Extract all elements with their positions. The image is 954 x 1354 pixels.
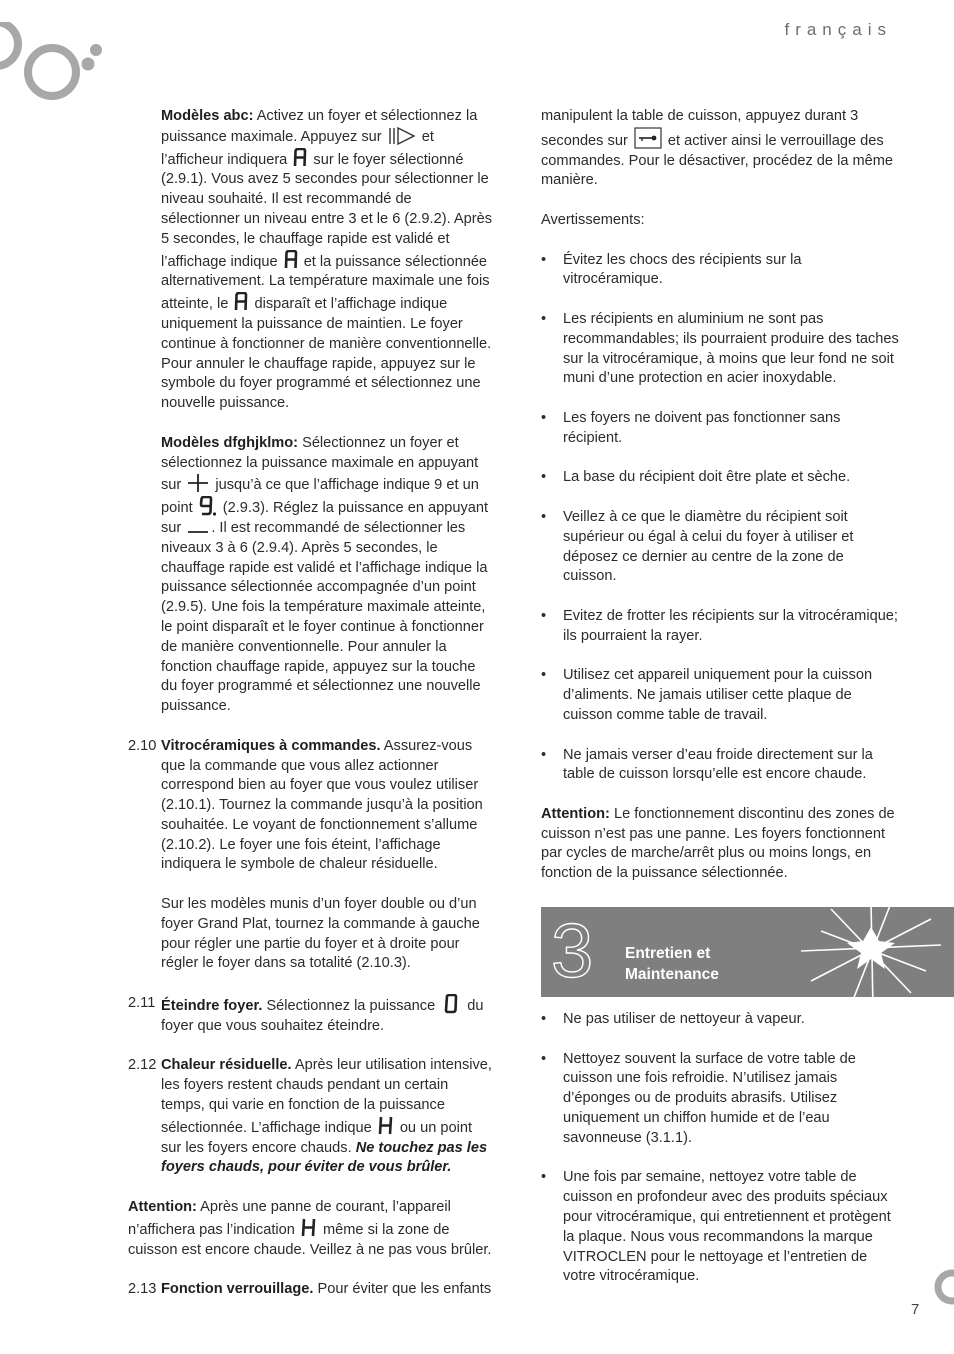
lock-continuation <box>541 107 901 191</box>
bullet: • <box>541 310 547 327</box>
language-label: français <box>784 20 892 39</box>
text: et activer ainsi le verrouillage des commandes. Pour le désactiver, procédez de la même manière. <box>541 132 894 189</box>
section-heading: Chaleur résiduelle. <box>161 1057 292 1074</box>
list-item <box>541 1168 901 1287</box>
text: Utilisez cet appareil uniquement pour la cuisson d’aliments. Ne jamais utiliser cette plaque de cuisson comme table de travail. <box>563 667 873 723</box>
boost-play-icon <box>388 127 416 145</box>
text: Assurez-vous que la commande que vous allez actionner correspond bien au foyer que vous voulez utiliser (2.10.1). Tournez la commande jusqu’à la position souhaitée. Le voyant de fonctionnement s’allume (2.10.2). Le foyer une fois éteint, l’affichage indiquera le symbole de chaleur résiduelle. <box>161 737 483 873</box>
list-item <box>541 310 901 389</box>
text: Ne jamais verser d’eau froide directement sur la table de cuisson lorsqu’elle est encore chaude. <box>563 746 873 783</box>
section-2-12 <box>128 1056 492 1178</box>
display-9-dot-icon <box>199 496 217 516</box>
attention-power-failure <box>128 1198 492 1260</box>
text: . Il est recommandé de sélectionner les niveaux 3 à 6 (2.9.4). Après 5 secondes, le chauffage rapide est validé et l’affichage indique la puissance sélectionnée accompagnée d’un point (2.9.5). Une fois la température maximale atteinte, le point disparaît et le foyer continue à fonctionner de manière conventionnelle. Pour annuler la fonction chauffage rapide, appuyez sur la touche du foyer programmé et sélectionnez une nouvelle puissance. <box>161 519 488 715</box>
warnings-list <box>541 251 901 786</box>
page-number: 7 <box>911 1301 920 1318</box>
list-item <box>541 1050 901 1149</box>
bullet: • <box>541 607 547 624</box>
bullet: • <box>541 1011 547 1028</box>
left-column <box>128 107 492 1320</box>
list-item <box>541 508 901 587</box>
section-3-title <box>625 943 745 985</box>
models-dfghjklmo-lead: Modèles dfghjklmo: <box>161 434 299 451</box>
right-column <box>541 107 901 1307</box>
list-item <box>541 607 901 647</box>
title-line: Maintenance <box>625 966 719 984</box>
list-item <box>541 251 901 291</box>
attention-lead: Attention: <box>128 1199 197 1216</box>
display-a-icon <box>234 292 248 312</box>
models-abc-lead: Modèles abc: <box>161 108 254 124</box>
text: Évitez les chocs des récipients sur la vitrocéramique. <box>563 251 802 288</box>
bullet: • <box>541 667 547 684</box>
text: Ne pas utiliser de nettoyeur à vapeur. <box>563 1011 805 1028</box>
brand-circles-logo <box>0 22 110 106</box>
plus-icon <box>187 473 209 493</box>
section-number: 2.13 <box>128 1281 157 1298</box>
text: Sélectionnez un foyer et sélectionnez la puissance maximale en appuyant sur <box>161 434 479 494</box>
section-2-10-paragraph-2: Sur les modèles munis d’un foyer double ou d’un foyer Grand Plat, tournez la commande à gauche pour régler une partie du foyer et à droite pour régler le foyer dans sa totalité (2.10.3). <box>161 896 480 972</box>
section-3-number: 3 <box>551 909 594 995</box>
text: La base du récipient doit être plate et sèche. <box>563 469 851 486</box>
bullet: • <box>541 1169 547 1186</box>
warning-emphasis: Ne touchez pas les foyers chauds, pour éviter de vous brûler. <box>161 1139 488 1176</box>
attention-lead: Attention: <box>541 805 610 822</box>
text: Evitez de frotter les récipients sur la vitrocéramique; ils pourraient la rayer. <box>563 607 898 644</box>
list-item <box>541 409 901 449</box>
text: Les foyers ne doivent pas fonctionner sans récipient. <box>563 409 841 446</box>
sparkle-star-icon <box>791 907 951 997</box>
text: Le fonctionnement discontinu des zones de cuisson n’est pas une panne. Les foyers fonctionnent par cycles de marche/arrêt plus ou moins longs, en fonction de la puissance sélectionnée. <box>541 805 895 882</box>
paragraph-models-dfghjklmo <box>161 434 492 717</box>
bullet: • <box>541 251 547 268</box>
list-item <box>541 1010 901 1030</box>
bullet: • <box>541 508 547 525</box>
section-3-banner <box>541 907 954 997</box>
text: Une fois par semaine, nettoyez votre table de cuisson en profondeur avec des produits spéciaux pour vitrocéramique, qui entretiennent et protègent la plaque. Nous vous recommandons la marque VITROCLEN pour le nettoyage et l’entretien de votre vitrocéramique. <box>563 1169 891 1285</box>
display-0-icon <box>441 994 461 1014</box>
bullet: • <box>541 746 547 763</box>
section-number: 2.10 <box>128 737 157 754</box>
text: du foyer que vous souhaitez éteindre. <box>161 998 484 1034</box>
title-line: Entretien et <box>625 945 711 963</box>
attention-cycles <box>541 805 901 884</box>
bullet: • <box>541 469 547 486</box>
list-item <box>541 746 901 786</box>
list-item <box>541 666 901 725</box>
warnings-title: Avertissements: <box>541 211 645 228</box>
text: manipulent la table de cuisson, appuyez durant 3 secondes sur <box>541 108 859 149</box>
text: et l’afficheur indiquera <box>161 128 434 168</box>
bullet: • <box>541 1050 547 1067</box>
bullet: • <box>541 409 547 426</box>
section-2-13 <box>128 1280 492 1300</box>
text: Sélectionnez la puissance <box>262 998 440 1015</box>
display-a-icon <box>293 148 307 168</box>
text: Les récipients en aluminium ne sont pas recommandables; ils pourraient produire des taches sur la vitrocéramique, à moins que leur fond ne soit muni d’une protection en acier inoxydable. <box>563 310 899 387</box>
text: Veillez à ce que le diamètre du récipient soit supérieur ou égal à celui du foyer à utiliser et déposez ce dernier au centre de la zone de cuisson. <box>563 508 854 585</box>
section-heading: Éteindre foyer. <box>161 998 263 1015</box>
text: ou un point sur les foyers encore chauds. <box>161 1119 473 1156</box>
display-h-icon <box>378 1116 394 1136</box>
corner-circle-decoration <box>920 1268 954 1308</box>
text: et la puissance sélectionnée alternativement. La température maximale une fois atteinte, le <box>161 253 490 313</box>
section-2-10 <box>128 737 492 876</box>
section-heading: Vitrocéramiques à commandes. <box>161 737 381 754</box>
list-item <box>541 468 901 488</box>
text: Après une panne de courant, l’appareil n’affichera pas l’indication <box>128 1199 451 1238</box>
text: jusqu’à ce que l’affichage indique 9 et un point <box>161 477 479 517</box>
section-heading: Fonction verrouillage. <box>161 1281 314 1298</box>
text: sur le foyer sélectionné (2.9.1). Vous avez 5 secondes pour sélectionner le niveau souhaité. Il est recommandé de sélectionner un niveau entre 3 et le 6 (2.9.2). Après 5 secondes, le chauffage rapide est validé et l’affichage indique <box>161 151 492 270</box>
text: Pour éviter que les enfants <box>313 1281 492 1298</box>
section-number: 2.11 <box>128 995 156 1012</box>
care-list <box>541 1010 901 1287</box>
section-number: 2.12 <box>128 1057 157 1074</box>
display-h-icon <box>301 1218 317 1238</box>
display-a-icon <box>284 250 298 270</box>
lock-key-icon <box>634 127 662 149</box>
minus-icon <box>187 520 209 536</box>
text: même si la zone de cuisson est encore chaude. Veillez à ne pas vous brûler. <box>128 1221 492 1258</box>
text: (2.9.3). Réglez la puissance en appuyant sur <box>161 500 489 536</box>
text: disparaît et l’affichage indique uniquement la puissance de maintien. Le foyer continue à fonctionner de manière conventionnelle. Pour annuler le chauffage rapide, appuyez sur le symbole du foyer programmé et sélectionnez une nouvelle puissance. <box>161 296 492 412</box>
text: Après leur utilisation intensive, les foyers restent chauds pendant un certain temps, qui varie en fonction de la puissance sélectionnée. L’affichage indique <box>161 1057 492 1136</box>
text: Nettoyez souvent la surface de votre table de cuisson une fois refroidie. N’utilisez jamais d’éponges ou de produits abrasifs. Utilisez uniquement un chiffon humide et de l’eau savonneuse (3.1.1). <box>563 1050 856 1146</box>
paragraph-models-abc <box>161 107 492 414</box>
section-2-11 <box>128 994 492 1037</box>
text: Activez un foyer et sélectionnez la puissance maximale. Appuyez sur <box>161 108 478 145</box>
